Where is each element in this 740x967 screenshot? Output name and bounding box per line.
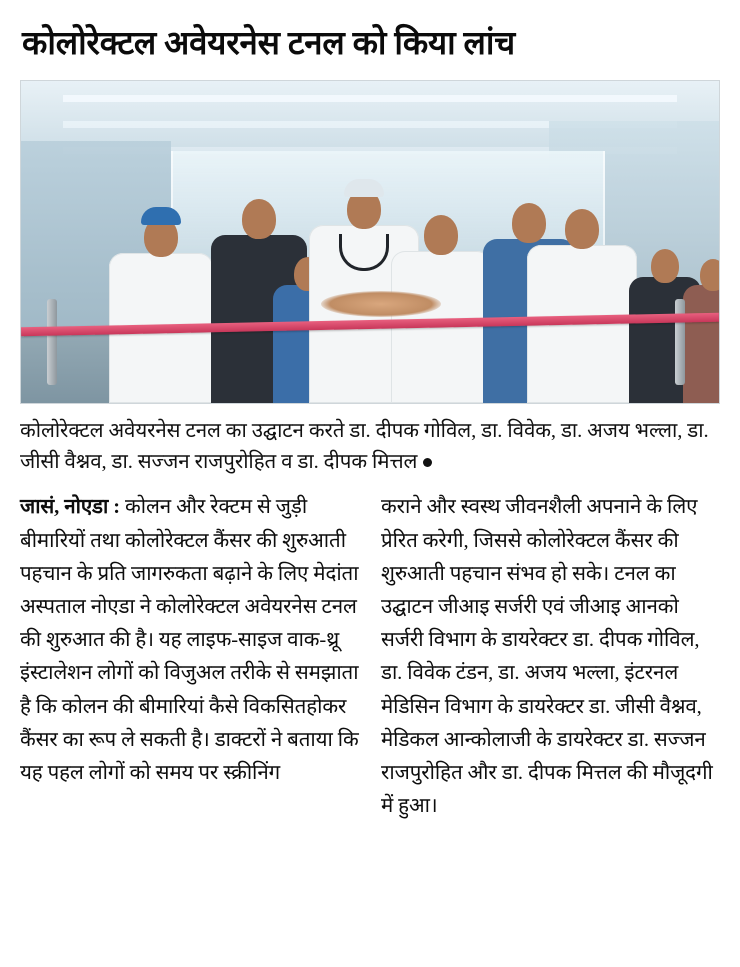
photo-people-group bbox=[21, 143, 719, 403]
person-6-head bbox=[424, 215, 458, 255]
caption-end-dot bbox=[423, 458, 432, 467]
page-title: कोलोरेक्टल अवेयरनेस टनल को किया लांच bbox=[22, 26, 516, 62]
person-8 bbox=[527, 181, 637, 403]
body-text-right: कराने और स्वस्थ जीवनशैली अपनाने के लिए प्रेरित करेगी, जिससे कोलोरेक्टल कैंसर की शुरुआती पहचान संभव हो सके। टनल का उद्घाटन जीआइ सर्जरी एवं जीआइ आनको सर्जरी विभाग के डायरेक्टर डा. दीपक गोविल, डा. विवेक टंडन, डा. अजय भल्ला, इंटरनल मेडिसिन विभाग के डायरेक्टर डा. जीसी वैश्नव, मेडिकल आन्कोलाजी के डायरेक्टर डा. सज्जन राजपुरोहित और डा. दीपक मित्तल की मौजूदगी में हुआ। bbox=[381, 496, 713, 818]
ribbon-post-right bbox=[675, 299, 685, 385]
article-column-right bbox=[381, 491, 720, 823]
person-9-head bbox=[651, 249, 679, 283]
hands-cutting-ribbon bbox=[321, 291, 441, 317]
photo-caption-text: कोलोरेक्टल अवेयरनेस टनल का उद्घाटन करते डा. दीपक गोविल, डा. विवेक, डा. अजय भल्ला, डा. जीसी वैश्नव, डा. सज्जन राजपुरोहित व डा. दीपक मित्तल bbox=[20, 419, 709, 473]
person-2-head bbox=[242, 199, 276, 239]
person-4-surgical-cap bbox=[344, 179, 384, 197]
photo-caption bbox=[20, 416, 720, 478]
ribbon-post-left bbox=[47, 299, 57, 385]
body-text-left: कोलन और रेक्टम से जुड़ी बीमारियों तथा कोलोरेक्टल कैंसर की शुरुआती पहचान के प्रति जागरुकता बढ़ाने के लिए मेदांता अस्पताल नोएडा ने कोलोरेक्टल अवेयरनेस टनल की शुरुआत की है। यह लाइफ-साइज वाक-थ्रू इंस्टालेशन लोगों को विजुअल तरीके से समझाता है कि कोलन की बीमारियां कैसे विकसितहोकर कैंसर का रूप ले सकती है। डाक्टरों ने बताया कि यह पहल लोगों को समय पर स्क्रीनिंग bbox=[20, 496, 359, 785]
article-column-left bbox=[20, 491, 359, 823]
person-8-head bbox=[565, 209, 599, 249]
news-photo bbox=[20, 80, 720, 404]
person-10-top bbox=[683, 285, 720, 403]
person-1-surgical-cap bbox=[141, 207, 181, 225]
person-1 bbox=[109, 193, 213, 403]
person-10-head bbox=[700, 259, 720, 291]
dateline: जासं, नोएडा : bbox=[20, 496, 120, 519]
article-columns bbox=[20, 491, 720, 823]
